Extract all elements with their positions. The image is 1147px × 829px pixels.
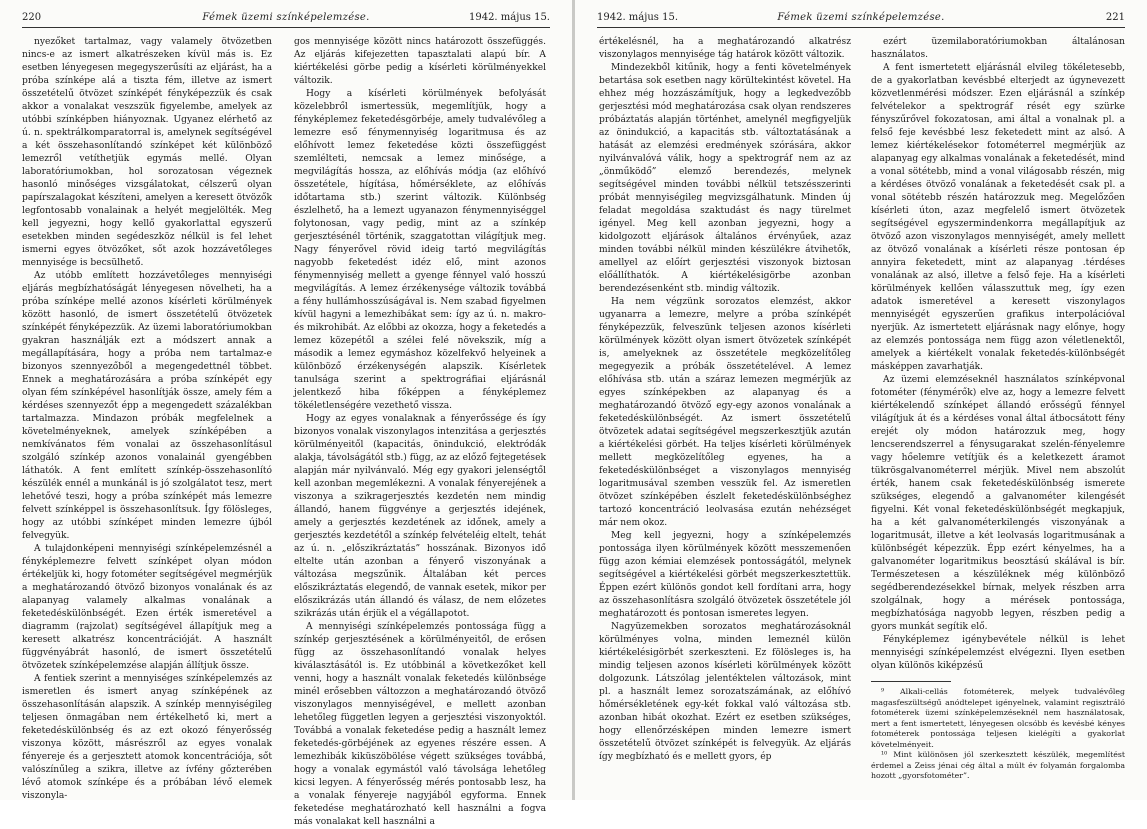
paragraph: A fentiek szerint a mennyiséges színképelemzés az ismeretlen és ismert anyag színképének az összehasonlításán alapszik. A színkép mennyiségileg teljesen önmagában nem értékelhető ki, mert a feketedéskülönbség és az ezt okozó fényerősség viszonya között, másrészről az egyes vonalak fényereje és a gerjesztett atomok koncentrációja, sőt valószínűleg a szikra, illetve az ívfény gőzterében lévő atomok színképe és a próbában lévő elemek viszonyla-: [22, 674, 272, 801]
paragraph: értékelésnél, ha a meghatározandó alkatrész viszonylagos mennyisége tág határok között változik.: [599, 37, 851, 60]
right-page: [575, 0, 1147, 800]
paragraph: Meg kell jegyezni, hogy a színképelemzés pontossága ilyen körülmények között messzemenően függ azon kémiai elemzések pontosságától, melynek segítségével a kiértékelési görbét megszerkesztettük. Éppen ezért különös gondot kell fordítani arra, hogy az összehasonlításra szolgáló ötvözetek összetétele jól meghatározott és pontosan ismeretes legyen.: [599, 531, 851, 619]
paragraph: A fent ismertetett eljárásnál elvileg tökéletesebb, de a gyakorlatban kevésbbé elterjedt az úgynevezett közvetlenmérési módszer. Ezen eljárásnál a színkép felvételekor a spektrográf rését egy szürke fényszűrővel fokozatosan, ami által a vonalnak pl. a felső feje kevésbbé lesz feketedett mint az alsó. A lemez kiértékelésekor fotométerrel megmérjük az alapanyag egy alkalmas vonalának a feketedését, mind a vonal sötétebb, mind a vonal világosabb részén, mig a kérdéses ötvöző vonalának a feketedését csak pl. a vonal sötétebb részén határozzuk meg. Megelőzően kísérleti úton, azaz megfelelő ismert ötvözetek segítségével egyszermindenkorra megállapítjuk az ötvöző azon viszonylagos mennyiségét, amely mellett az ötvöző vonalának a kísérleti része pontosan ép annyira feketedett, mint az alapanyag .térdéses vonalának az alsó, illetve a felső feje. Ha a kísérleti körülmények kellően válasszuttuk meg, így ezen adatok ismeretével a keresett viszonylagos mennyiségét egyszerűen grafikus interpolációval nyerjük. Az ismertetett eljárásnak nagy előnye, hogy az elemzés pontossága nem függ azon véletlenektől, amelyek a kiértékelt vonalak feketedés-különbségét másképpen zavarhatják.: [871, 63, 1125, 372]
page-number: 220: [22, 12, 42, 23]
paragraph: Ha nem végzünk sorozatos elemzést, akkor ugyanarra a lemezre, melyre a próba színképét fényképezzük, felveszünk teljesen azonos kísérleti körülmények között olyan ismert ötvözetek színképét is, amelyeknek az összetétele megközelítőleg megegyezik a próbák összetételével. A lemez előhívása stb. után a száraz lemezen megmérjük az egyes színképekben az alapanyag és a meghatározandó ötvöző egy-egy azonos vonalának a feketedéskülönbségét. Az ismert összetételű ötvözetek adatai segítségével megszerkesztjük azután a kiértékelési görbét. Ha teljes kísérleti körülmények mellett megközelítőleg egyenes, ha a feketedéskülönbséget a viszonylagos mennyiség logaritmusával szemben vesszük fel. Az ismeretlen ötvözet színképében észlelt feketedéskülönbséghez tartozó koncentráció leolvasása ezután nehézséget már nem okoz.: [599, 297, 851, 528]
header-rule: [22, 27, 550, 28]
paragraph: A tulajdonképeni mennyiségi színképelemzésnél a fényképlemezre felvett színképet olyan módon értékeljük ki, hogy fotométer segítségével megmérjük a meghatározandó ötvöző bizonyos vonalának és az alapanyag valamely alkalmas vonalának a feketedéskülönbségét. Ezen érték ismeretével a diagramm (rajzolat) segítségével állapítjuk meg a keresett alkatrész koncentrációját. A használt függvényábrát hasonló, de ismert összetételű ötvözetek színképelemzése alapján állítjuk össze.: [22, 544, 272, 671]
issue-date: 1942. május 15.: [597, 12, 679, 23]
footnote-rule: [871, 681, 951, 682]
running-title: Fémek üzemi színképelemzése.: [777, 12, 945, 23]
text-column-3: [599, 36, 851, 794]
right-page-header: [597, 10, 1125, 28]
paragraph: nyezőket tartalmaz, vagy valamely ötvözetben nincs-e az ismert alkatrészeken kívül más is. Ez esetben lényegesen megegyszerűsíti az eljárást, ha a próba színképe alá a tiszta fém, illetve az ismert összetételű ötvözet színképét fényképezzük és csak akkor a vonalakat veszszük figyelembe, amelyek az utóbbi színképben hiányoznak. Ugyanez elérhető az ú. n. spektrálkomparatorral is, amelynek segítségével a két összehasonlítandó színképet két különböző lemezről vetíthetjük egymás mellé. Olyan laboratóriumokban, hol sorozatosan végeznek hasonló minőséges vizsgálatokat, célszerű olyan papírszalagokat készíteni, amelyen a keresett ötvözők legfontosabb vonalainak a helyét megjelölték. Meg kell jegyezni, hogy kellő gyakorlattal egyszerű esetekben minden segédeszköz nélkül is fel lehet ismerni egyes ötvözőket, sőt azok hozzávetőleges mennyisége is becsülhető.: [22, 37, 272, 268]
footnote: ¹⁰ Mint különösen jól szerkesztett készülék, megemlítést érdemel a Zeiss jénai cég által a múlt év folyamán forgalomba hozott „gyorsfotométer”.: [871, 750, 1125, 780]
running-title: Fémek üzemi színképelemzése.: [202, 12, 370, 23]
paragraph: ezért üzemilaboratóriumokban általánosan használatos.: [871, 37, 1125, 60]
paragraph: Az üzemi elemzéseknél használatos színképvonal fotométer (fénymérők) elve az, hogy a lemezre felvett kiértékelendő színképet állandó erősségű fénnyel világítjuk át és a kérdéses vonal által átbocsátott fény erejét oly módon határozzuk meg, hogy lencserendszerrel a fénysugarakat szelén-fényelemre vagy hőelemre vetítjük és a keletkezett áramot tükrösgalvanométerrel mérjük. Mivel nem abszolút érték, hanem csak feketedéskülönbség ismerete szükséges, elegendő a galvanométer kilengését figyelni. Két vonal feketedéskülönbségét megkapjuk, ha a két galvanométerkilengés viszonyának a logaritmusát, illetve a két leolvasás logaritmusának a különbségét képezzük. Épp ezért kényelmes, ha a galvanométer logaritmikus beosztású skálával is bír. Természetesen a készüléknek még különböző segédberendezésekkel bírnak, melyek részben arra szolgálnak, hogy a mérések pontossága, megbízhatósága nagyobb legyen, részben pedig a gyors munkát segítik elő.: [871, 375, 1125, 632]
paragraph: A mennyiségi színképelemzés pontossága függ a színkép gerjesztésének a körülményeitől, de erősen függ az összehasonlítandó vonalak helyes kiválasztásától is. Ez utóbbinál a következőket kell venni, hogy a használt vonalak feketedés különbsége minél erősebben változzon a meghatározandó ötvöző viszonylagos mennyiségével, e mellett azonban lehetőleg független legyen a gerjesztési viszonyoktól. Továbbá a vonalak feketedése pedig a használt lemez feketedés-görbéjének az egyenes részére essen. A lemezhibák kiküszöbölése végett szükséges továbbá, hogy a vonalak egymástól való távolsága lehetőleg kicsi legyen. A fényerősség mérés pontosabb lesz, ha a vonalak fényereje nagyjából egyforma. Ennek feketedése meghatározható kell használni a fogva más vonalakat kell használni a: [294, 622, 546, 827]
text-column-2: [294, 36, 546, 827]
text-column-4: [871, 36, 1125, 794]
paragraph: gos mennyisége között nincs határozott összefüggés. Az eljárás kifejezetten tapasztalati alapú bír. A kiértékelési görbe pedig a kísérleti körülményekkel változik.: [294, 37, 546, 86]
left-page: [0, 0, 572, 827]
paragraph: Hogy az egyes vonalaknak a fényerőssége és így bizonyos vonalak viszonylagos intenzitása a gerjesztés körülményeitől (kapacitás, önindukció, elektródák alakja, távolságától stb.) függ, az az előző fejtegetések alapján már nyilvánvaló. Még egy gyakori jelenségtől kell azonban megemlékezni. A vonalak fényerejének a viszonya a szikragerjesztés kezdetén nem mindig állandó, hanem függvénye a gerjesztés idejének, amely a gerjesztés kezdetének az időnek, amely a gerjesztés kezdetétől a színkép felvételéig eltelt, tehát az ú. n. „előszikráztatás” hosszának. Bizonyos idő eltelte után azonban a fényerő viszonyának a változása megszűnik. Általában két perces előszikráztatás elegendő, de vannak esetek, mikor per előszikrázás után állandó és válasz, de nem előzetes szikrázás után érjük el a végállapotot.: [294, 414, 546, 619]
paragraph: Hogy a kísérleti körülmények befolyását közelebbről ismertessük, megemlítjük, hogy a fényképlemez feketedésgörbéje, amely tudvalévőleg a lemezre eső fénymennyiség logaritmusa és az előhívott lemez feketedése közti összefüggést szemlélteti, nemcsak a lemez minősége, a megvilágítás hossza, az előhívás módja (az előhívó összetétele, hígítása, hőmérséklete, az előhívás időtartama stb.) szerint változik. Különbség észlelhető, ha a lemezt ugyanazon fénymennyiséggel folytonosan, vagy pedig, mint az a színkép gerjesztésénél történik, szaggatottan világítjuk meg. Nagy fényerővel rövid ideig tartó megvilágítás nagyobb feketedést idéz elő, mint azonos fénymennyiség mellett a gyenge fénnyel való hosszú megvilágítás. A lemez érzékenysége változik továbbá a fény hullámhosszúságával is. Nem szabad figyelmen kívül hagyni a lemezhibákat sem: így az ú. n. makro- és mikrohibát. Az előbbi az okozza, hogy a feketedés a lemez közepétől a szélei felé növekszik, míg a második a lemez egymáshoz közelfekvő helyeinek a különböző érzékenységén alapszik. Kísérletek tanulsága szerint a spektrográfiai eljárásnál jelentkező hiba főképpen a fényképlemez tökéletlenségére vezethető vissza.: [294, 89, 546, 411]
paragraph: Az utóbb említett hozzávetőleges mennyiségi eljárás megbízhatóságát lényegesen növelheti, ha a próba színképe mellé azonos kísérleti körülmények között hasonló, de ismert összetételű ötvözetek színképét fényképezzük. Az üzemi laboratóriumokban gyakran használják ezt a módszert annak a megállapítására, hogy a próba nem tartalmaz-e bizonyos szennyezőből a megengedettnél többet. Ennek a meghatározására a próba színképét egy olyan fém színképével hasonlítják össze, amely fém a kérdéses szennyezőt épp a megengedett százalékban tartalmazza. Mindazon próbák megfelelnek a követelményeknek, amelyek színképében a nemkívánatos fém vonalai az összehasonlításul szolgáló színkép azonos vonalainál gyengébben láthatók. A fent említett színkép-összehasonlító készülék ennél a munkánál is jó szolgálatot tesz, mert lehetővé teszi, hogy a próba színképét más lemezre felvett színképpel is összehasonlítsuk. Így fölösleges, hogy az utóbbi színképet minden lemezre újból felvegyük.: [22, 271, 272, 541]
paragraph: Mindezekből kitűnik, hogy a fenti követelmények betartása sok esetben nagy körültekintést követel. Ha ehhez még hozzászámítjuk, hogy a legkedvezőbb gerjesztési mód meghatározása csak olyan rendszeres próbáztatás alapján történhet, amelynél megfigyeljük az önindukció, a kapacitás stb. változtatásának a hatását az elemzési eredmények szórására, akkor nyilvánvalóvá válik, hogy a spektrográf nem az az „önműködő” elemző berendezés, melynek segítségével minden további nélkül tetszésszerinti próbát mennyiségileg megvizsgálhatunk. Minden új feladat megoldása szaktudást és nagy türelmet igényel. Meg kell azonban jegyezni, hogy a kidolgozott eljárások általános érvényűek, azaz minden további nélkül minden készülékre átvihetők, amellyel az előírt gerjesztési viszonyok biztosan előállíthatók. A kiértékelésigörbe azonban berendezésenként stb. mindig változik.: [599, 63, 851, 294]
page-number: 221: [1105, 12, 1125, 23]
footnote: ⁹ Alkali-cellás fotométerek, melyek tudvalévőleg magasfeszültségű anódtelepet igényelnek, valamint regisztráló fotométerek üzemi színképelemzéseknél nem használatosak, mert a fent ismertetett, lényegesen olcsóbb és kevésbé kényes fotométerek pontossága teljesen kielégíti a gyakorlat követelményeit.: [871, 687, 1125, 749]
issue-date: 1942. május 15.: [468, 12, 550, 23]
paragraph: Fényképlemez igénybevétele nélkül is lehet mennyiségi színképelemzést elvégezni. Ilyen esetben olyan különös kiképzésű: [871, 635, 1125, 671]
paragraph: Nagyüzemekben sorozatos meghatározásoknál körülményes volna, minden lemeznél külön kiértékelésigörbét szerkeszteni. Ez fölösleges is, ha mindig teljesen azonos kísérleti körülmények között dolgozunk. Látszólag jelentéktelen változások, mint pl. a használt lemez sorozatszámának, az előhívó hőmérsékletének egy-két fokkal való változása stb. azonban hibát okozhat. Ezért ez esetben szükséges, hogy ellenőrzésképen minden lemezre ismert összetételű ötvözet színképét is felvegyük. Az eljárás így megbízható és e mellett gyors, ép: [599, 622, 851, 762]
header-rule: [597, 27, 1125, 28]
text-column-1: [22, 36, 272, 801]
left-page-header: [22, 10, 550, 28]
